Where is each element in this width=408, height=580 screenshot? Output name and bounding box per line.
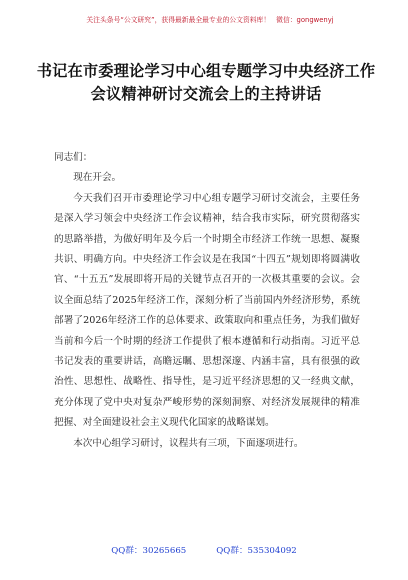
- paragraph-agenda: 本次中心组学习研讨，议程共有三项，下面逐项进行。: [73, 437, 304, 449]
- document-body: [54, 148, 360, 454]
- banner-wechat-text: 微信：gongwenyj: [276, 16, 334, 24]
- header-banner: [66, 8, 354, 30]
- paragraph-main: 今天我们召开市委理论学习中心组专题学习研讨交流会，主要任务是深入学习领会中央经济工作会议精神，结合我市实际，研究贯彻落实的思路举措，为做好明年及今后一个时期全市经济工作统一思想、凝聚共识、明确方向。中央经济工作会议是在我国“十四五”规划即将圆满收官、“十五五”发展即将开局的关键节点召开的一次极其重要的会议。会议全面总结了2025年经济工作，深刻分析了当前国内外经济形势，系统部署了2026年经济工作的总体要求、政策取向和重点任务，为我们做好当前和今后一个时期的经济工作提供了根本遵循和行动指南。习近平总书记发表的重要讲话，高瞻远瞩、思想深邃、内涵丰富，具有很强的政治性、思想性、战略性、指导性，是习近平经济思想的又一经典文献，充分体现了党中央对复杂严峻形势的深刻洞察、对经济发展规律的精准把握、对全面建设社会主义现代化国家的战略谋划。: [54, 192, 360, 429]
- salutation: 同志们：: [54, 152, 93, 163]
- document-title: 书记在市委理论学习中心组专题学习中央经济工作会议精神研讨交流会上的主持讲话: [36, 62, 376, 103]
- footer: [0, 542, 408, 558]
- footer-qq-group-2: QQ群：535304092: [216, 546, 297, 556]
- paragraph-opening: 现在开会。: [73, 172, 122, 184]
- footer-qq-group-1: QQ群：30265665: [111, 546, 187, 556]
- banner-promo-text: 关注头条号“公文研究”，获得最新最全最专业的公文资料库！: [86, 16, 271, 24]
